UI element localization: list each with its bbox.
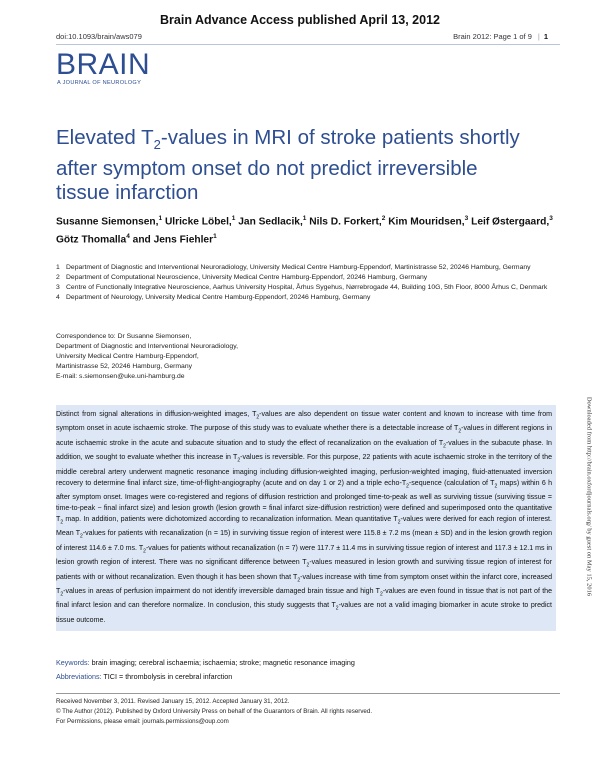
- author-name: Nils D. Forkert,: [309, 216, 382, 228]
- abstract-segment: -values in different regions in acute ischaemic stroke in the acute and subacute situation and to study the effect of recanalization on the evaluation of T: [56, 425, 552, 447]
- affiliations: [56, 263, 556, 303]
- subscript: 2: [406, 483, 409, 490]
- abbreviations-label: Abbreviations:: [56, 672, 102, 681]
- subscript: 2: [256, 414, 260, 421]
- affiliation-text: Centre of Functionally Integrative Neuroscience, Aarhus University Hospital, Århus Sygehus, Nørrebrogade 44, Building 10G, 5th Floor, 8000 Århus C, Denmark: [66, 284, 548, 291]
- author-name: Ulricke Löbel,: [164, 216, 232, 228]
- footer-received: Received November 3, 2011. Revised January 15, 2012. Accepted January 31, 2012.: [56, 698, 290, 705]
- article-title: Elevated $T_2$-values in MRI of stroke patients shortly after symptom onset do not predict irreversible tissue infarction: [56, 126, 520, 205]
- footer-permissions: For Permissions, please email: journals.permissions@oup.com: [56, 718, 229, 725]
- subscript: 2: [443, 443, 446, 450]
- author-name: Götz Thomalla: [56, 234, 127, 246]
- abbreviations-text: TICI = thrombolysis in cerebral infarction: [103, 672, 233, 681]
- abstract-segment: -values in the subacute phase. In addition, we sought to evaluate whether this increase in T: [56, 439, 552, 462]
- abstract-segment: -values increase with time from symptom onset within the infarct core, increased T: [56, 573, 552, 596]
- affiliation-text: Department of Diagnostic and Interventional Neuroradiology, University Medical Centre Hamburg-Eppendorf, Martinistrasse 52, 20246 Hamburg, Germany: [66, 264, 531, 271]
- affiliation-item: [56, 283, 556, 293]
- author-name: Kim Mouridsen,: [388, 216, 465, 228]
- doi[interactable]: doi:10.1093/brain/aws079: [56, 32, 142, 41]
- author-affiliation-mark: 1: [158, 215, 163, 222]
- abstract-segment: -values were derived for each region of interest. Mean T: [56, 516, 552, 538]
- author-list: [56, 212, 556, 248]
- abstract-segment: -values are also dependent on tissue water content and known to increase with time from symptom onset in acute ischaemic stroke. The purpose of this study was to evaluate whether there is a detectable increase of T: [56, 411, 552, 433]
- subscript: 2: [237, 457, 241, 464]
- abstract-segment: -values are not a valid imaging biomarker in acute stroke to predict tissue outcome.: [56, 602, 552, 624]
- abstract-segment: Distinct from signal alterations in diffusion-weighted images, T: [56, 411, 257, 418]
- header-rule: [56, 44, 560, 45]
- affiliation-item: [56, 263, 556, 273]
- abstract-segment: -values are even found in tissue that is not part of the final infarct lesion and can therefore normalize. In conclusion, this study suggests that T: [56, 588, 553, 610]
- subscript: 2: [494, 483, 498, 490]
- page-number: 1: [543, 32, 548, 41]
- subscript: 2: [80, 533, 83, 540]
- advance-access-banner: Brain Advance Access published April 13, 2012: [160, 13, 440, 27]
- affiliation-number: 3: [56, 284, 60, 291]
- download-side-note: [584, 268, 594, 728]
- author-name: Jan Sedlacik,: [238, 216, 303, 228]
- author-affiliation-mark: 3: [549, 215, 553, 222]
- author-name: Susanne Siemonsen,: [56, 216, 159, 228]
- abstract-box: [56, 405, 556, 631]
- subscript: 2: [143, 548, 146, 555]
- footer-rule: [56, 693, 560, 694]
- subscript: 2: [458, 428, 462, 435]
- affiliation-number: 4: [56, 294, 60, 301]
- abstract-segment: maps) within 6 h after symptom onset. Images were co-registered and regions of diffusion restriction and prolonged time-to-peak as well as surviving tissue (surviving tissue = time-to-peak − final infarct size) and lesion growth (lesion growth = final infarct size-diffusion restriction) were defined and superimposed onto the quantitative T: [56, 479, 552, 524]
- author-name: and Jens Fiehler: [132, 234, 214, 246]
- author-name: Leif Østergaard,: [471, 216, 550, 228]
- download-note-text[interactable]: Downloaded from http://brain.oxfordjournals.org/ by guest on May 15, 2016: [585, 396, 593, 597]
- abstract-segment: -values for patients with recanalization (n = 15) in surviving tissue region of interest were 115.8 ± 7.2 ms (mean ± SD) and in the lesion growth region of interest 114.6 ± 7.0 ms. T: [56, 530, 552, 552]
- journal-logo: BRAIN: [56, 48, 151, 81]
- footer-copyright: © The Author (2012). Published by Oxford University Press on behalf of the Guarantors of Brain. All rights reserved.: [56, 708, 373, 715]
- journal-tagline: A JOURNAL OF NEUROLOGY: [57, 80, 142, 86]
- abstract-segment: map. In addition, patients were dichotomized according to recanalization information. Mean quantitative T: [63, 516, 398, 524]
- subscript: 2: [60, 519, 64, 526]
- affiliation-number: 2: [56, 274, 60, 281]
- correspondence-email[interactable]: E-mail: s.siemonsen@uke.uni-hamburg.de: [56, 373, 185, 380]
- abbreviations: [56, 672, 232, 681]
- abstract-segment: -sequence (calculation of T: [408, 479, 495, 487]
- affiliation-item: [56, 273, 556, 283]
- keywords-label: Keywords:: [56, 658, 90, 667]
- correspondence-line: University Medical Centre Hamburg-Eppendorf,: [56, 353, 199, 360]
- affiliation-number: 1: [56, 264, 60, 271]
- keywords: [56, 657, 355, 668]
- abstract-segment: -values for patients without recanalization (n = 7) were 117.7 ± 11.4 ms in surviving tissue region of interest and 117.3 ± 12.1 ms in lesion growth region of interest. There was no significant difference between T: [56, 544, 552, 567]
- page-info: Brain 2012: Page 1 of 9 | 1: [453, 32, 548, 41]
- abstract-segment: -values measured in lesion growth and surviving tissue region of interest for patients with or without recanalization. Even though it has been shown that T: [56, 559, 552, 581]
- subscript: 2: [397, 519, 401, 526]
- affiliation-text: Department of Neurology, University Medical Centre Hamburg-Eppendorf, 20246 Hamburg, Germany: [66, 294, 371, 301]
- footer: [56, 697, 372, 727]
- author-affiliation-mark: 1: [302, 215, 307, 222]
- subscript: 2: [60, 591, 64, 598]
- correspondence-line: Department of Diagnostic and Interventional Neuroradiology,: [56, 343, 238, 350]
- correspondence-line: Correspondence to: Dr Susanne Siemonsen,: [56, 333, 192, 340]
- subscript: 2: [379, 591, 383, 598]
- subscript: 2: [335, 605, 339, 612]
- author-affiliation-mark: 3: [464, 215, 469, 222]
- author-affiliation-mark: 1: [231, 215, 236, 222]
- author-affiliation-mark: 2: [381, 215, 386, 222]
- abstract-segment: -values in areas of perfusion impairment do not identify irreversible damaged brain tissue and high T: [63, 588, 380, 596]
- correspondence: [56, 332, 356, 382]
- author-affiliation-mark: 1: [213, 232, 217, 240]
- author-affiliation-mark: 4: [126, 232, 130, 240]
- keywords-text: brain imaging; cerebral ischaemia; ischaemia; stroke; magnetic resonance imaging: [91, 658, 355, 667]
- affiliation-text: Department of Computational Neuroscience, University Medical Centre Hamburg-Eppendorf, 20246 Hamburg, Germany: [66, 274, 428, 281]
- subscript: 2: [297, 577, 301, 584]
- abstract-text: [56, 409, 552, 626]
- subscript: 2: [306, 562, 310, 569]
- page-range: Brain 2012: Page 1 of 9: [453, 32, 532, 41]
- correspondence-line: Martinistrasse 52, 20246 Hamburg, Germany: [56, 363, 192, 370]
- abstract-segment: -values is reversible. For this purpose, 22 patients with acute ischaemic stroke in the territory of the middle cerebral artery underwent magnetic resonance imaging including diffusion-weighted imaging, perfusion-weighted imaging, fluid-attenuated inversion recovery to determine final infarct size, time-of-flight-angiography (acute and on day 1 or 2) and a triple echo-T: [56, 454, 552, 487]
- affiliation-item: [56, 293, 556, 303]
